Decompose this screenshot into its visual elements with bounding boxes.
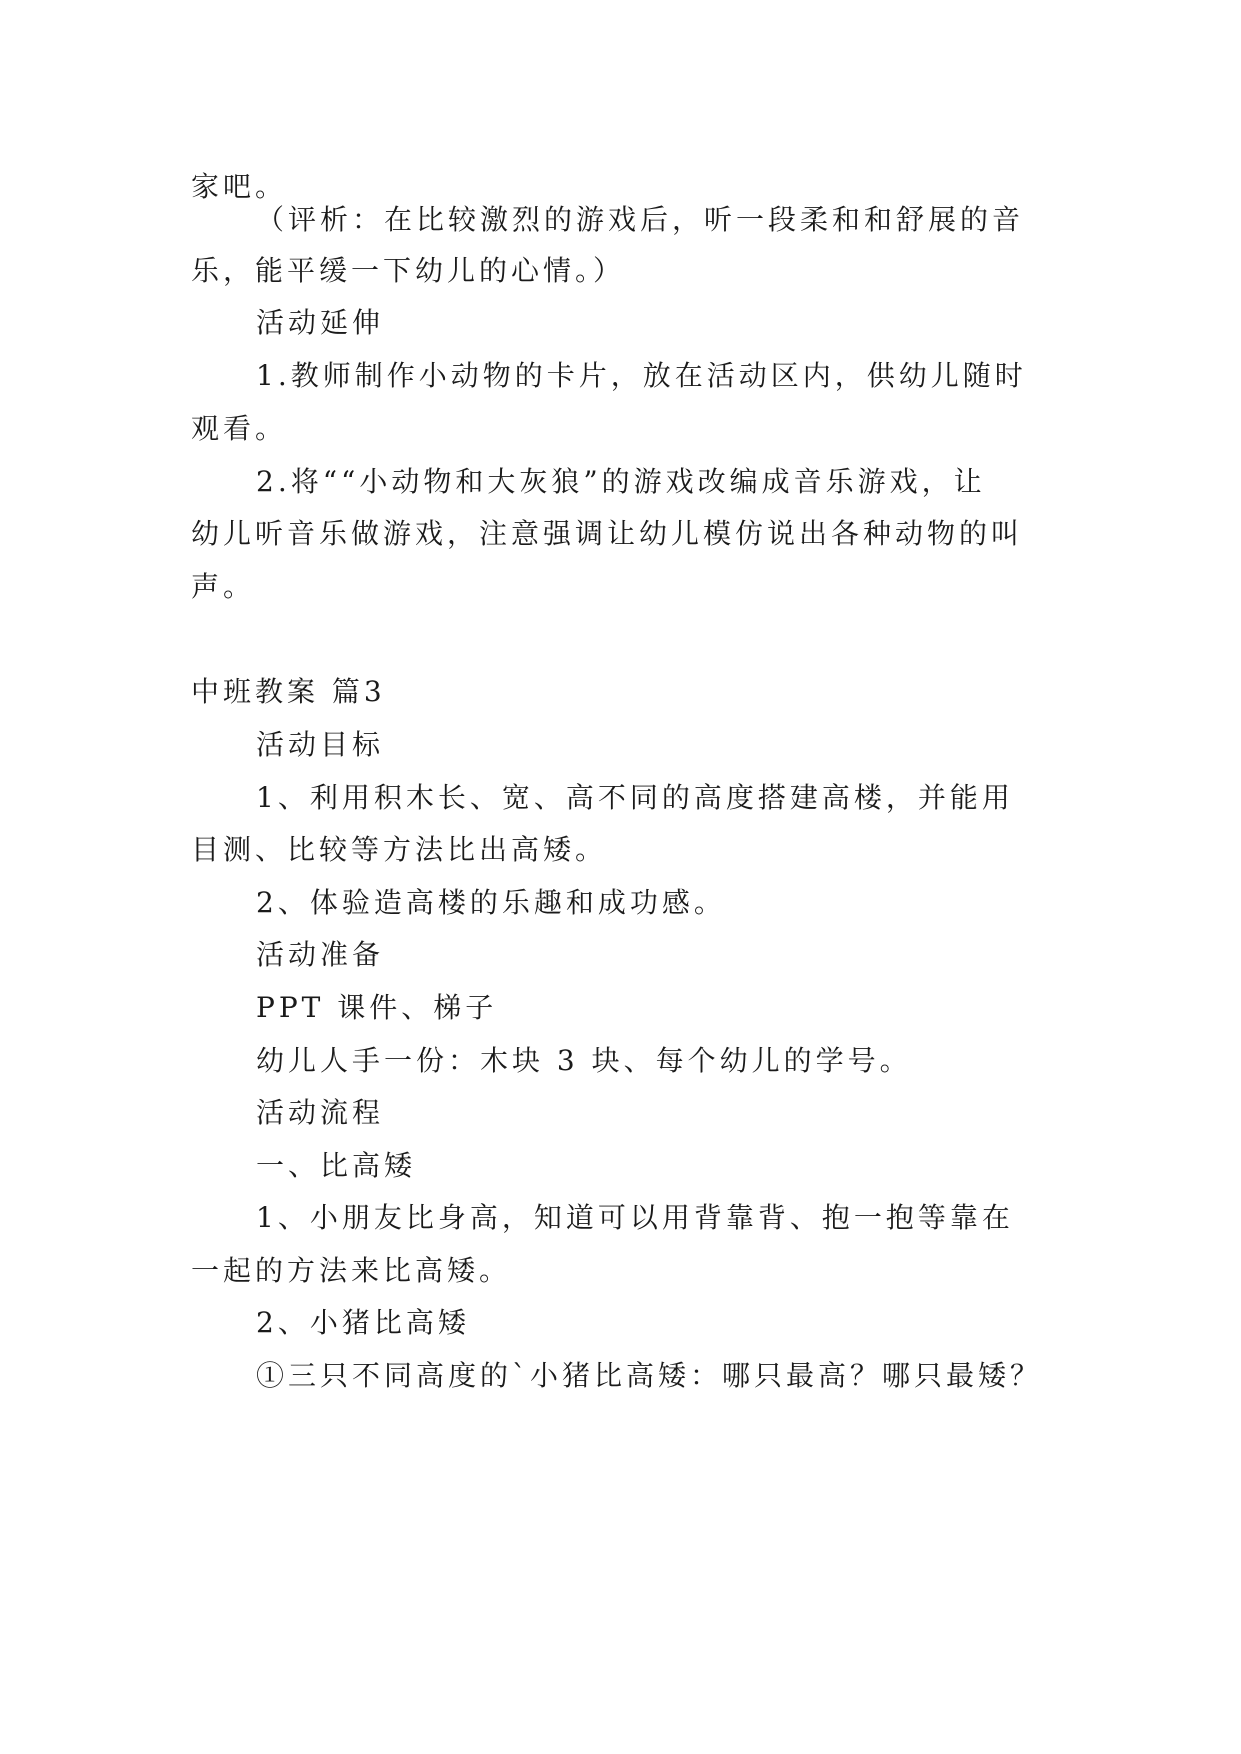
paragraph-line: 幼儿人手一份：木块 3 块、每个幼儿的学号。 (256, 1044, 912, 1077)
section-heading: 活动准备 (256, 938, 385, 971)
paragraph-line: 目测、比较等方法比出高矮。 (191, 833, 608, 866)
list-item: 2.将““小动物和大灰狼”的游戏改编成音乐游戏，让 (256, 465, 986, 498)
list-item: 1、小朋友比身高，知道可以用背靠背、抱一抱等靠在 (256, 1201, 1014, 1234)
list-item: 2、体验造高楼的乐趣和成功感。 (256, 886, 726, 919)
paragraph-line: 乐，能平缓一下幼儿的心情。） (191, 254, 626, 287)
list-item: 1.教师制作小动物的卡片，放在活动区内，供幼儿随时 (256, 359, 1027, 392)
list-item: 2、小猪比高矮 (256, 1306, 470, 1339)
paragraph-line: 一起的方法来比高矮。 (191, 1254, 512, 1287)
paragraph-line: 观看。 (191, 412, 288, 445)
section-heading: 活动目标 (256, 728, 385, 761)
list-item: 1、利用积木长、宽、高不同的高度搭建高楼，并能用 (256, 781, 1014, 814)
article-title: 中班教案 篇3 (191, 675, 386, 708)
paragraph-line: PPT 课件、梯子 (256, 991, 498, 1024)
list-item: ①三只不同高度的`小猪比高矮：哪只最高？哪只最矮？ (256, 1359, 1043, 1392)
paragraph-line: 家吧。 (191, 170, 288, 203)
paragraph-line: 幼儿听音乐做游戏，注意强调让幼儿模仿说出各种动物的叫 (191, 517, 1024, 550)
subsection-heading: 一、比高矮 (256, 1149, 417, 1182)
paragraph-line: 声。 (191, 570, 256, 603)
paragraph-line: （评析：在比较激烈的游戏后，听一段柔和和舒展的音 (256, 203, 1025, 236)
section-heading: 活动流程 (256, 1096, 385, 1129)
section-heading: 活动延伸 (256, 306, 385, 339)
